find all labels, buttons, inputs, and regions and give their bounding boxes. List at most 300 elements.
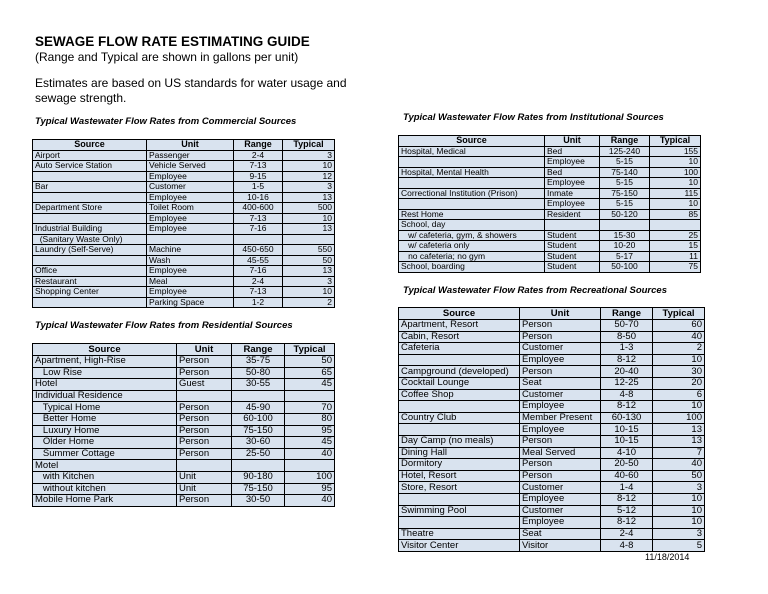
range-cell: 60-130 xyxy=(601,412,653,424)
typical-cell: 10 xyxy=(653,354,705,366)
typical-cell: 40 xyxy=(285,495,335,507)
unit-cell: Toilet Room xyxy=(147,203,234,214)
column-header: Source xyxy=(399,136,545,147)
header-row xyxy=(33,140,335,151)
table-row xyxy=(399,251,701,262)
unit-cell: Employee xyxy=(520,517,601,529)
source-cell: Cabin, Resort xyxy=(399,331,520,343)
typical-cell: 95 xyxy=(285,425,335,437)
column-header: Range xyxy=(601,308,653,320)
table-row xyxy=(399,517,705,529)
column-header: Unit xyxy=(147,140,234,151)
range-cell: 12-25 xyxy=(601,377,653,389)
recreational-caption: Typical Wastewater Flow Rates from Recreational Sources xyxy=(403,285,667,296)
source-cell xyxy=(399,199,545,210)
range-cell: 450-650 xyxy=(234,245,283,256)
column-header: Range xyxy=(234,140,283,151)
unit-cell: Student xyxy=(545,262,600,273)
source-cell: Summer Cottage xyxy=(33,448,177,460)
source-cell: Campground (developed) xyxy=(399,366,520,378)
unit-cell: Seat xyxy=(520,528,601,540)
source-cell: Apartment, Resort xyxy=(399,320,520,332)
residential-table xyxy=(32,343,335,507)
source-cell: no cafeteria; no gym xyxy=(399,251,545,262)
range-cell: 7-13 xyxy=(234,287,283,298)
typical-cell: 10 xyxy=(653,401,705,413)
range-cell: 10-15 xyxy=(601,424,653,436)
table-row xyxy=(399,459,705,471)
unit-cell: Person xyxy=(177,367,232,379)
range-cell: 50-120 xyxy=(600,209,650,220)
source-cell: Mobile Home Park xyxy=(33,495,177,507)
typical-cell: 40 xyxy=(653,331,705,343)
range-cell: 75-150 xyxy=(232,425,285,437)
range-cell: 4-8 xyxy=(601,540,653,552)
header-row xyxy=(33,344,335,356)
institutional-table xyxy=(398,135,701,273)
source-cell: Auto Service Station xyxy=(33,161,147,172)
range-cell: 40-60 xyxy=(601,470,653,482)
column-header: Source xyxy=(33,140,147,151)
unit-cell: Employee xyxy=(147,287,234,298)
source-cell: Better Home xyxy=(33,413,177,425)
unit-cell: Customer xyxy=(147,182,234,193)
range-cell: 5-12 xyxy=(601,505,653,517)
typical-cell: 50 xyxy=(285,356,335,368)
typical-cell: 75 xyxy=(650,262,701,273)
typical-cell: 65 xyxy=(285,367,335,379)
unit-cell: Bed xyxy=(545,167,600,178)
range-cell: 7-13 xyxy=(234,213,283,224)
typical-cell: 50 xyxy=(283,255,335,266)
range-cell: 8-50 xyxy=(601,331,653,343)
table-row xyxy=(399,424,705,436)
range-cell: 10-15 xyxy=(601,435,653,447)
range-cell: 50-80 xyxy=(232,367,285,379)
typical-cell: 100 xyxy=(653,412,705,424)
unit-cell: Person xyxy=(177,356,232,368)
table-row xyxy=(399,482,705,494)
typical-cell xyxy=(285,390,335,402)
source-cell xyxy=(33,192,147,203)
range-cell: 5-15 xyxy=(600,199,650,210)
typical-cell: 13 xyxy=(653,424,705,436)
table-row xyxy=(399,167,701,178)
range-cell: 1-5 xyxy=(234,182,283,193)
table-row xyxy=(399,493,705,505)
unit-cell: Person xyxy=(177,448,232,460)
unit-cell: Unit xyxy=(177,483,232,495)
typical-cell: 500 xyxy=(283,203,335,214)
typical-cell: 40 xyxy=(285,448,335,460)
typical-cell: 7 xyxy=(653,447,705,459)
typical-cell: 2 xyxy=(653,343,705,355)
table-row xyxy=(33,390,335,402)
typical-cell: 60 xyxy=(653,320,705,332)
range-cell: 8-12 xyxy=(601,493,653,505)
table-row xyxy=(33,379,335,391)
source-cell: Correctional Institution (Prison) xyxy=(399,188,545,199)
unit-cell xyxy=(177,460,232,472)
unit-cell: Employee xyxy=(147,213,234,224)
range-cell: 7-16 xyxy=(234,224,283,235)
range-cell: 45-55 xyxy=(234,255,283,266)
typical-cell: 550 xyxy=(283,245,335,256)
source-cell: Motel xyxy=(33,460,177,472)
source-cell: Store, Resort xyxy=(399,482,520,494)
source-cell: Apartment, High-Rise xyxy=(33,356,177,368)
unit-cell: Student xyxy=(545,230,600,241)
typical-cell: 13 xyxy=(283,192,335,203)
range-cell: 10-20 xyxy=(600,241,650,252)
table-row xyxy=(399,470,705,482)
unit-cell: Person xyxy=(520,470,601,482)
range-cell: 8-12 xyxy=(601,401,653,413)
table-row xyxy=(33,437,335,449)
typical-cell: 6 xyxy=(653,389,705,401)
table-row xyxy=(33,276,335,287)
range-cell: 5-17 xyxy=(600,251,650,262)
institutional-caption: Typical Wastewater Flow Rates from Institutional Sources xyxy=(403,112,664,123)
range-cell: 7-13 xyxy=(234,161,283,172)
unit-cell: Person xyxy=(520,320,601,332)
column-header: Range xyxy=(600,136,650,147)
source-cell xyxy=(33,255,147,266)
source-cell: w/ cafeteria only xyxy=(399,241,545,252)
range-cell: 9-15 xyxy=(234,171,283,182)
source-cell: Cafeteria xyxy=(399,343,520,355)
source-cell xyxy=(399,354,520,366)
unit-cell: Meal xyxy=(147,276,234,287)
unit-cell: Wash xyxy=(147,255,234,266)
table-row xyxy=(399,320,705,332)
table-row xyxy=(399,377,705,389)
typical-cell: 95 xyxy=(285,483,335,495)
range-cell: 50-100 xyxy=(600,262,650,273)
typical-cell: 20 xyxy=(653,377,705,389)
typical-cell: 10 xyxy=(650,157,701,168)
range-cell: 1-3 xyxy=(601,343,653,355)
table-row xyxy=(399,199,701,210)
typical-cell: 3 xyxy=(283,150,335,161)
unit-cell: Person xyxy=(520,435,601,447)
typical-cell: 100 xyxy=(650,167,701,178)
typical-cell: 50 xyxy=(653,470,705,482)
column-header: Source xyxy=(33,344,177,356)
unit-cell: Customer xyxy=(520,505,601,517)
source-cell xyxy=(399,517,520,529)
source-cell: Day Camp (no meals) xyxy=(399,435,520,447)
range-cell: 30-50 xyxy=(232,495,285,507)
table-row xyxy=(33,192,335,203)
table-row xyxy=(399,401,705,413)
typical-cell: 155 xyxy=(650,146,701,157)
typical-cell: 10 xyxy=(650,199,701,210)
table-row xyxy=(33,203,335,214)
range-cell: 5-15 xyxy=(600,178,650,189)
typical-cell: 100 xyxy=(285,471,335,483)
range-cell: 125-240 xyxy=(600,146,650,157)
source-cell xyxy=(399,493,520,505)
table-row xyxy=(33,425,335,437)
typical-cell: 3 xyxy=(283,276,335,287)
table-row xyxy=(33,182,335,193)
unit-cell: Employee xyxy=(545,178,600,189)
column-header: Unit xyxy=(545,136,600,147)
range-cell: 4-8 xyxy=(601,389,653,401)
unit-cell: Person xyxy=(520,366,601,378)
typical-cell: 45 xyxy=(285,437,335,449)
table-row xyxy=(33,150,335,161)
source-cell: Older Home xyxy=(33,437,177,449)
typical-cell: 25 xyxy=(650,230,701,241)
range-cell: 50-70 xyxy=(601,320,653,332)
typical-cell: 13 xyxy=(283,224,335,235)
unit-cell: Employee xyxy=(545,199,600,210)
range-cell xyxy=(232,390,285,402)
commercial-table xyxy=(32,139,335,308)
typical-cell: 3 xyxy=(283,182,335,193)
source-cell: Theatre xyxy=(399,528,520,540)
table-row xyxy=(33,245,335,256)
typical-cell: 30 xyxy=(653,366,705,378)
source-cell: Hotel xyxy=(33,379,177,391)
unit-cell: Customer xyxy=(520,343,601,355)
table-row xyxy=(399,412,705,424)
source-cell: without kitchen xyxy=(33,483,177,495)
unit-cell: Person xyxy=(177,402,232,414)
unit-cell: Student xyxy=(545,241,600,252)
unit-cell: Person xyxy=(177,425,232,437)
table-row xyxy=(33,413,335,425)
range-cell: 2-4 xyxy=(234,150,283,161)
table-row xyxy=(399,435,705,447)
source-cell: School, day xyxy=(399,220,545,231)
source-cell xyxy=(33,171,147,182)
unit-cell: Vehicle Served xyxy=(147,161,234,172)
source-cell: Coffee Shop xyxy=(399,389,520,401)
source-cell: Dining Hall xyxy=(399,447,520,459)
source-cell: Office xyxy=(33,266,147,277)
unit-cell: Employee xyxy=(147,266,234,277)
unit-cell: Member Present xyxy=(520,412,601,424)
unit-cell: Employee xyxy=(520,493,601,505)
column-header: Unit xyxy=(520,308,601,320)
unit-cell: Passenger xyxy=(147,150,234,161)
source-cell xyxy=(33,297,147,308)
range-cell: 5-15 xyxy=(600,157,650,168)
unit-cell: Parking Space xyxy=(147,297,234,308)
source-cell: Rest Home xyxy=(399,209,545,220)
unit-cell: Visitor xyxy=(520,540,601,552)
unit-cell: Person xyxy=(177,413,232,425)
table-row xyxy=(399,366,705,378)
column-header: Typical xyxy=(285,344,335,356)
source-cell xyxy=(399,401,520,413)
range-cell xyxy=(600,220,650,231)
range-cell: 75-140 xyxy=(600,167,650,178)
column-header: Unit xyxy=(177,344,232,356)
page-title: SEWAGE FLOW RATE ESTIMATING GUIDE xyxy=(35,34,310,49)
range-cell: 75-150 xyxy=(232,483,285,495)
residential-caption: Typical Wastewater Flow Rates from Residential Sources xyxy=(35,320,293,331)
unit-cell: Person xyxy=(177,495,232,507)
range-cell: 60-100 xyxy=(232,413,285,425)
column-header: Typical xyxy=(653,308,705,320)
table-row xyxy=(399,230,701,241)
typical-cell: 12 xyxy=(283,171,335,182)
typical-cell: 10 xyxy=(650,178,701,189)
column-header: Source xyxy=(399,308,520,320)
source-cell: Bar xyxy=(33,182,147,193)
typical-cell xyxy=(650,220,701,231)
source-cell: Restaurant xyxy=(33,276,147,287)
typical-cell: 115 xyxy=(650,188,701,199)
range-cell: 30-55 xyxy=(232,379,285,391)
range-cell: 15-30 xyxy=(600,230,650,241)
source-cell: Dormitory xyxy=(399,459,520,471)
typical-cell: 3 xyxy=(653,482,705,494)
table-row xyxy=(33,171,335,182)
range-cell: 8-12 xyxy=(601,354,653,366)
table-row xyxy=(399,262,701,273)
typical-cell: 10 xyxy=(283,287,335,298)
source-cell xyxy=(399,424,520,436)
header-row xyxy=(399,308,705,320)
source-cell: with Kitchen xyxy=(33,471,177,483)
table-row xyxy=(399,209,701,220)
table-row xyxy=(33,356,335,368)
range-cell: 75-150 xyxy=(600,188,650,199)
source-cell: Hotel, Resort xyxy=(399,470,520,482)
table-row xyxy=(33,255,335,266)
table-row xyxy=(33,460,335,472)
source-cell xyxy=(399,157,545,168)
unit-cell: Seat xyxy=(520,377,601,389)
range-cell: 25-50 xyxy=(232,448,285,460)
source-cell: Cocktail Lounge xyxy=(399,377,520,389)
table-row xyxy=(33,287,335,298)
range-cell: 20-50 xyxy=(601,459,653,471)
unit-cell: Customer xyxy=(520,389,601,401)
typical-cell: 10 xyxy=(653,505,705,517)
source-cell: Shopping Center xyxy=(33,287,147,298)
typical-cell: 45 xyxy=(285,379,335,391)
source-cell xyxy=(399,178,545,189)
unit-cell: Meal Served xyxy=(520,447,601,459)
column-header: Range xyxy=(232,344,285,356)
recreational-table xyxy=(398,307,705,552)
unit-cell: Employee xyxy=(520,401,601,413)
range-cell: 1-2 xyxy=(234,297,283,308)
range-cell: 20-40 xyxy=(601,366,653,378)
unit-cell: Person xyxy=(520,459,601,471)
column-header: Typical xyxy=(650,136,701,147)
table-row xyxy=(33,367,335,379)
table-row xyxy=(33,471,335,483)
table-row xyxy=(399,188,701,199)
unit-cell xyxy=(545,220,600,231)
typical-cell: 2 xyxy=(283,297,335,308)
unit-cell: Employee xyxy=(147,224,234,235)
table-row xyxy=(33,402,335,414)
source-cell: Laundry (Self-Serve) xyxy=(33,245,147,256)
table-row xyxy=(33,213,335,224)
table-row xyxy=(33,266,335,277)
table-row xyxy=(33,495,335,507)
footer-date: 11/18/2014 xyxy=(645,552,690,562)
source-cell xyxy=(33,213,147,224)
range-cell xyxy=(234,234,283,245)
unit-cell: Guest xyxy=(177,379,232,391)
table-row xyxy=(33,234,335,245)
typical-cell: 40 xyxy=(653,459,705,471)
typical-cell: 80 xyxy=(285,413,335,425)
unit-cell: Machine xyxy=(147,245,234,256)
table-row xyxy=(399,343,705,355)
page-subtitle: (Range and Typical are shown in gallons per unit) xyxy=(35,50,299,64)
header-row xyxy=(399,136,701,147)
table-row xyxy=(399,505,705,517)
typical-cell: 13 xyxy=(283,266,335,277)
typical-cell: 10 xyxy=(283,213,335,224)
table-row xyxy=(399,157,701,168)
unit-cell: Resident xyxy=(545,209,600,220)
table-row xyxy=(399,389,705,401)
range-cell: 30-60 xyxy=(232,437,285,449)
unit-cell: Person xyxy=(520,331,601,343)
range-cell: 8-12 xyxy=(601,517,653,529)
table-row xyxy=(33,224,335,235)
typical-cell: 85 xyxy=(650,209,701,220)
source-cell: (Sanitary Waste Only) xyxy=(33,234,147,245)
unit-cell: Unit xyxy=(177,471,232,483)
source-cell: Department Store xyxy=(33,203,147,214)
table-row xyxy=(399,178,701,189)
typical-cell: 10 xyxy=(653,517,705,529)
table-row xyxy=(399,220,701,231)
unit-cell: Student xyxy=(545,251,600,262)
range-cell: 90-180 xyxy=(232,471,285,483)
unit-cell: Employee xyxy=(147,192,234,203)
unit-cell: Person xyxy=(177,437,232,449)
typical-cell: 10 xyxy=(283,161,335,172)
unit-cell xyxy=(177,390,232,402)
unit-cell: Inmate xyxy=(545,188,600,199)
source-cell: Visitor Center xyxy=(399,540,520,552)
table-row xyxy=(399,146,701,157)
range-cell: 2-4 xyxy=(234,276,283,287)
typical-cell: 15 xyxy=(650,241,701,252)
typical-cell xyxy=(285,460,335,472)
range-cell: 35-75 xyxy=(232,356,285,368)
typical-cell: 10 xyxy=(653,493,705,505)
unit-cell xyxy=(147,234,234,245)
unit-cell: Employee xyxy=(520,424,601,436)
table-row xyxy=(399,540,705,552)
source-cell: Industrial Building xyxy=(33,224,147,235)
source-cell: Individual Residence xyxy=(33,390,177,402)
source-cell: Airport xyxy=(33,150,147,161)
source-cell: Typical Home xyxy=(33,402,177,414)
typical-cell: 70 xyxy=(285,402,335,414)
table-row xyxy=(399,241,701,252)
source-cell: Luxury Home xyxy=(33,425,177,437)
typical-cell: 11 xyxy=(650,251,701,262)
table-row xyxy=(33,161,335,172)
range-cell: 45-90 xyxy=(232,402,285,414)
typical-cell: 3 xyxy=(653,528,705,540)
